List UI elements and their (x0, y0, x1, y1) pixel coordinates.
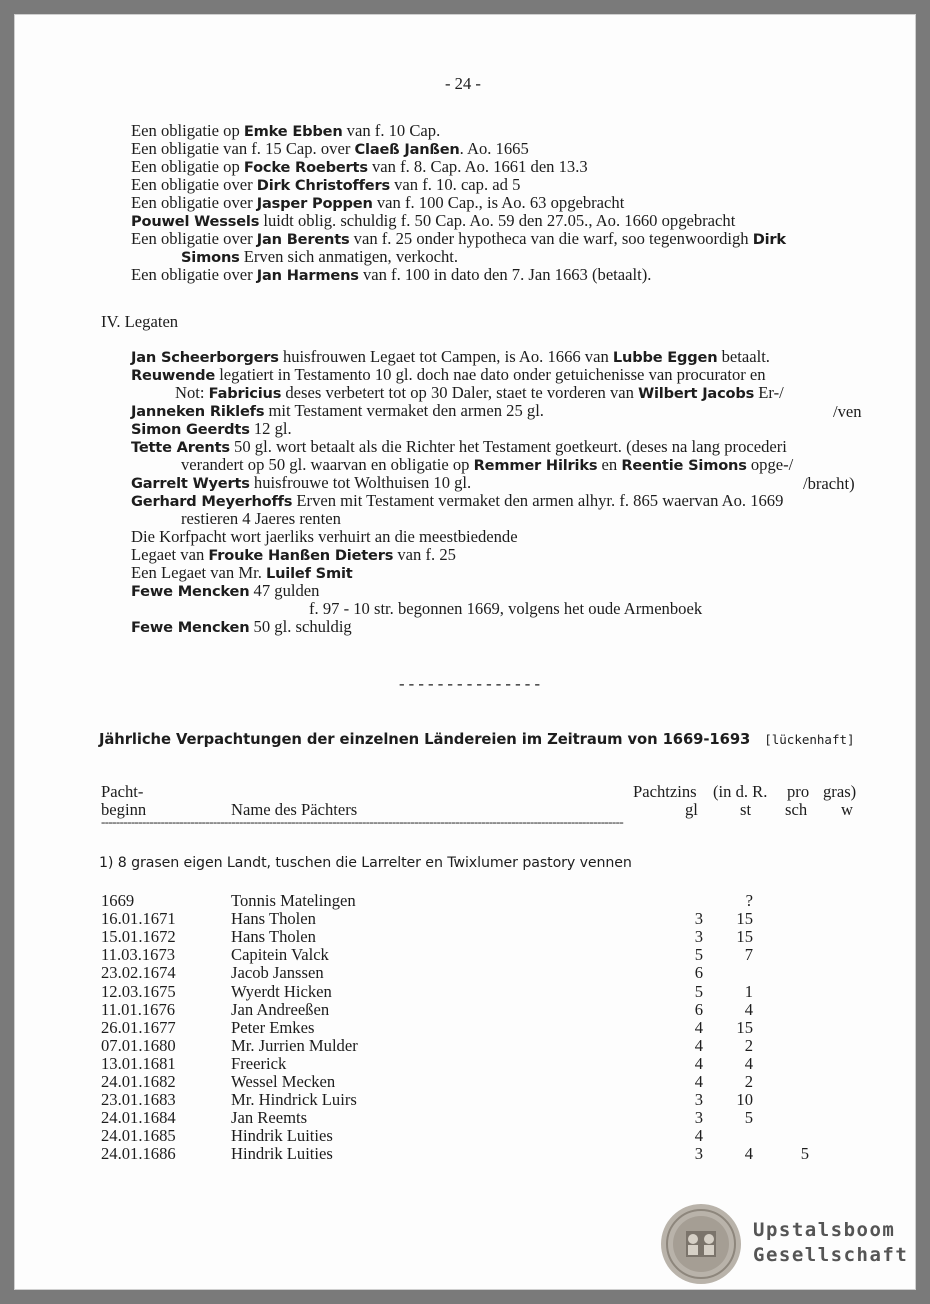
text-segment: Erven mit Testament vermaket den armen alhyr. f. 865 waervan Ao. 1669 (292, 491, 784, 510)
header-sch: sch (785, 800, 808, 819)
lease-date: 07.01.1680 (101, 1035, 176, 1055)
text-segment: Een obligatie op (131, 157, 244, 176)
bold-name: Focke Roeberts (243, 159, 368, 176)
rent-gl: 6 (694, 963, 703, 983)
obligation-line (131, 230, 786, 249)
bold-name: Reentie Simons (621, 457, 747, 474)
bold-name: Remmer Hilriks (473, 457, 598, 474)
rent-gl: 3 (694, 1108, 703, 1128)
tenant-name: Wyerdt Hicken (231, 981, 332, 1001)
lease-date: 24.01.1684 (101, 1108, 176, 1128)
rent-gl: 5 (694, 945, 703, 965)
text-segment: huisfrouwe tot Wolthuisen 10 gl. (249, 473, 472, 492)
text-segment: van f. 8. Cap. Ao. 1661 den 13.3 (367, 157, 588, 176)
bold-name: Dirk Christoffers (256, 177, 390, 194)
table-title (99, 731, 855, 749)
rent-st: 15 (736, 1017, 753, 1037)
text-segment: deses verbetert tot op 30 Daler, staet te vorderen van (281, 383, 639, 402)
text-segment: mit Testament vermaket den armen 25 gl. (264, 401, 544, 420)
rent-st: ? (745, 891, 753, 910)
bold-name: Jan Scheerborgers (131, 349, 279, 366)
text-segment: 47 gulden (249, 581, 320, 600)
rent-gl: 3 (694, 1090, 703, 1110)
text-segment: Legaet van (131, 545, 209, 564)
bold-name: Jasper Poppen (256, 195, 373, 212)
tenant-name: Jacob Janssen (231, 963, 324, 983)
rent-sch: 5 (800, 1144, 809, 1164)
lease-date: 23.01.1683 (101, 1090, 176, 1110)
tenant-name: Hans Tholen (231, 927, 316, 947)
bold-name: Simons (181, 249, 240, 266)
rent-gl: 6 (694, 999, 703, 1019)
header-st: st (740, 800, 752, 819)
tenant-name: Hans Tholen (231, 909, 316, 929)
text-segment: Een obligatie over (131, 175, 257, 194)
document-page (14, 14, 916, 1290)
lease-date: 1669 (101, 891, 135, 910)
rent-gl: 4 (694, 1126, 703, 1146)
text-segment: Een obligatie over (131, 229, 257, 248)
right-note-bracht: /bracht) (803, 474, 855, 493)
text-segment: Een obligatie over (131, 265, 257, 284)
rent-gl: 3 (694, 909, 703, 929)
obligation-line (131, 266, 651, 285)
legaat-line (131, 528, 518, 546)
bold-name: Fabricius (208, 385, 282, 402)
text-segment: van f. 10 Cap. (342, 121, 441, 140)
text-segment: Not: (175, 383, 209, 402)
header-gras: gras) (823, 782, 857, 801)
table-title-text: Jährliche Verpachtungen der einzelnen Ländereien im Zeitraum von 1669-1693 (99, 731, 751, 748)
text-segment: Een obligatie op (131, 121, 244, 140)
text-segment: van f. 100 in dato den 7. Jan 1663 (betaalt). (358, 265, 652, 284)
text-segment: restieren 4 Jaeres renten (181, 509, 341, 528)
text-segment: legatiert in Testamento 10 gl. doch nae dato onder getuichenisse van procurator en (215, 365, 766, 384)
rent-gl: 4 (694, 1035, 703, 1055)
rent-st: 10 (736, 1090, 753, 1110)
lease-date: 16.01.1671 (101, 909, 176, 929)
rent-gl: 5 (694, 981, 703, 1001)
bold-name: Gerhard Meyerhoffs (131, 493, 293, 510)
tenant-name: Hindrik Luities (231, 1126, 333, 1146)
tenant-name: Jan Reemts (231, 1108, 308, 1128)
text-segment: van f. 100 Cap., is Ao. 63 opgebracht (372, 193, 625, 212)
legaat-line (309, 600, 702, 618)
bold-name: Jan Berents (256, 231, 350, 248)
text-segment: 50 gl. wort betaalt als die Richter het Testament goetkeurt. (deses na lang procederi (229, 437, 787, 456)
text-segment: van f. 25 onder hypotheca van die warf, soo tegenwoordigh (349, 229, 753, 248)
tenant-name: Peter Emkes (231, 1017, 315, 1037)
text-segment: . Ao. 1665 (459, 139, 529, 158)
header-rule: -------------------------------------------------------------------------------------------------------------------------------------------- (101, 815, 624, 829)
bold-name: Claeß Janßen (354, 141, 460, 158)
bold-name: Jan Harmens (256, 267, 359, 284)
text-segment: 50 gl. schuldig (249, 617, 352, 636)
text-segment: en (597, 455, 622, 474)
tenant-name: Freerick (231, 1053, 287, 1073)
seal-icon (660, 1203, 742, 1285)
header-name: Name des Pächters (231, 800, 358, 819)
lease-date: 15.01.1672 (101, 927, 176, 947)
header-ind: (in d. R. (713, 782, 768, 801)
bold-name: Lubbe Eggen (612, 349, 718, 366)
bold-name: Garrelt Wyerts (131, 475, 250, 492)
bold-name: Janneken Riklefs (131, 403, 265, 420)
bold-name: Reuwende (131, 367, 216, 384)
lease-date: 23.02.1674 (101, 963, 176, 983)
lease-date: 24.01.1682 (101, 1072, 176, 1091)
header-w: w (841, 800, 853, 819)
tenant-name: Hindrik Luities (231, 1144, 333, 1164)
text-segment: verandert op 50 gl. waarvan en obligatie op (181, 455, 474, 474)
bold-name: Fewe Mencken (131, 619, 250, 636)
dash-separator: - - - - - - - - - - - - - - - (399, 674, 540, 693)
header-pachtzins: Pachtzins (633, 782, 697, 801)
bold-name: Wilbert Jacobs (638, 385, 755, 402)
bold-name: Emke Ebben (243, 123, 343, 140)
lease-date: 24.01.1686 (101, 1144, 176, 1164)
rent-st: 4 (744, 999, 753, 1019)
bold-name: Luilef Smit (266, 565, 353, 582)
lease-date: 11.03.1673 (101, 945, 176, 965)
rent-st: 4 (744, 1144, 753, 1164)
text-segment: f. 97 - 10 str. begonnen 1669, volgens het oude Armenboek (309, 599, 703, 618)
text-segment: Een obligatie over (131, 193, 257, 212)
rent-st: 2 (744, 1035, 753, 1055)
rent-gl: 4 (694, 1072, 703, 1091)
subsection-title: 1) 8 grasen eigen Landt, tuschen die Larrelter en Twixlumer pastory vennen (99, 855, 632, 871)
rent-st: 4 (744, 1053, 753, 1073)
text-segment: van f. 10. cap. ad 5 (389, 175, 521, 194)
lease-date: 24.01.1685 (101, 1126, 176, 1146)
text-segment: Er-/ (754, 383, 784, 402)
rent-st: 15 (736, 927, 753, 947)
rent-gl: 4 (694, 1017, 703, 1037)
bold-name: Pouwel Wessels (131, 213, 260, 230)
rent-st: 7 (744, 945, 753, 965)
text-segment: Erven sich anmatigen, verkocht. (239, 247, 459, 266)
legaat-line (181, 510, 341, 528)
header-pacht-top: Pacht- (101, 782, 144, 801)
text-segment: 12 gl. (249, 419, 292, 438)
tenant-name: Capitein Valck (231, 945, 329, 965)
section-title: IV. Legaten (101, 312, 179, 331)
text-segment: huisfrouwen Legaet tot Campen, is Ao. 1666 van (278, 347, 613, 366)
tenant-name: Mr. Jurrien Mulder (231, 1035, 358, 1055)
bold-name: Simon Geerdts (131, 421, 250, 438)
tenant-name: Mr. Hindrick Luirs (231, 1090, 357, 1110)
header-pacht-bottom: beginn (101, 800, 147, 819)
page-number: - 24 - (445, 74, 481, 93)
text-segment: van f. 25 (393, 545, 456, 564)
text-segment: betaalt. (717, 347, 770, 366)
tenant-name: Tonnis Matelingen (231, 891, 356, 910)
legaat-line (131, 618, 352, 637)
rent-st: 1 (744, 981, 753, 1001)
legaat-line (131, 582, 319, 601)
bold-name: Frouke Hanßen Dieters (208, 547, 394, 564)
logo-line-1: Upstalsboom (753, 1219, 896, 1241)
text-segment: opge-/ (746, 455, 794, 474)
rent-st: 15 (736, 909, 753, 929)
legaat-line (131, 402, 544, 421)
rent-st: 5 (744, 1108, 753, 1128)
tenant-name: Jan Andreeßen (231, 999, 330, 1019)
text-segment: Die Korfpacht wort jaerliks verhuirt an die meestbiedende (131, 527, 518, 546)
bold-name: Fewe Mencken (131, 583, 250, 600)
tenant-name: Wessel Mecken (231, 1072, 336, 1091)
lease-date: 26.01.1677 (101, 1017, 176, 1037)
table-title-note: [lückenhaft] (764, 732, 855, 747)
bold-name: Tette Arents (131, 439, 230, 456)
text-segment: Een Legaet van Mr. (131, 563, 267, 582)
logo-text (753, 1218, 908, 1268)
rent-gl: 3 (694, 1144, 703, 1164)
lease-date: 11.01.1676 (101, 999, 176, 1019)
lease-date: 12.03.1675 (101, 981, 176, 1001)
rent-st: 2 (744, 1072, 753, 1091)
text-segment: luidt oblig. schuldig f. 50 Cap. Ao. 59 den 27.05., Ao. 1660 opgebracht (259, 211, 736, 230)
rent-gl: 4 (694, 1053, 703, 1073)
logo-line-2: Gesellschaft (753, 1244, 909, 1266)
header-pro: pro (787, 782, 810, 801)
header-gl: gl (685, 800, 698, 819)
lease-date: 13.01.1681 (101, 1053, 176, 1073)
right-note-ven: /ven (833, 402, 862, 421)
bold-name: Dirk (752, 231, 786, 248)
rent-gl: 3 (694, 927, 703, 947)
text-segment: Een obligatie van f. 15 Cap. over (131, 139, 355, 158)
